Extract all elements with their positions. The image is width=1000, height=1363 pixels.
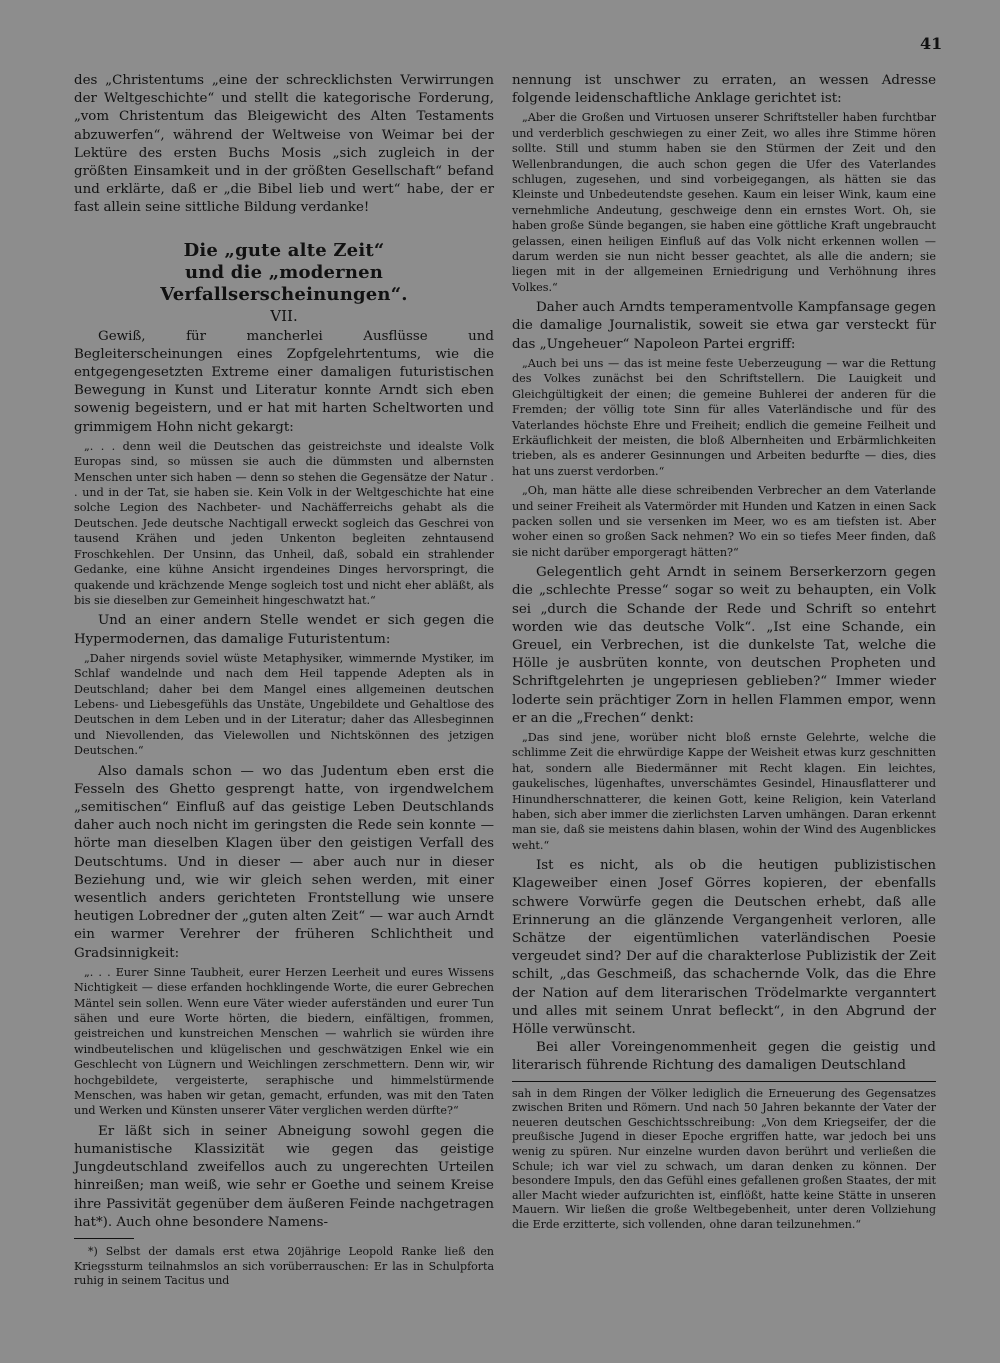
- paragraph: nennung ist unschwer zu erraten, an wessen Adresse folgende leidenschaftliche Anklage gerichtet ist:: [512, 73, 936, 107]
- quote: „Aber die Großen und Virtuosen unserer Schriftsteller haben furchtbar und verderblich geschwiegen zu einer Zeit, wo alles ihre Stimme hören sollte. Still und stumm haben sie den Stürmen der Zeit und den Wellenbrandungen, die auch schon gegen die Ufer des Vaterlandes schlugen, zugesehen, und sind vorbeigegangen, als hätten sie das Kleinste und Unbedeutendste gesehen. Kaum ein leiser Wink, kaum eine vernehmliche Andeutung, geschweige denn ein ernstes Wort. Oh, sie haben große Sünde begangen, sie haben eine göttliche Kraft ungebraucht gelassen, einen heiligen Einfluß auf das Volk nicht erkennen wollen — darum werden sie nun nicht besser geachtet, als alle die andern; sie liegen mit in der allgemeinen Erniedrigung und Verhöhnung ihres Volkes.“: [512, 111, 936, 294]
- page-number: 41: [920, 34, 943, 53]
- left-column: [74, 72, 494, 1289]
- heading-line-2: und die „modernen Verfallserscheinungen“.: [160, 261, 408, 305]
- right-column: [512, 72, 936, 1233]
- footnote-divider: [512, 1081, 936, 1082]
- footnote-continuation: sah in dem Ringen der Völker lediglich die Erneuerung des Gegensatzes zwischen Briten und Römern. Und nach 50 Jahren bekannte der Vater der neueren deutschen Geschichtsschreibung: „Von dem Kriegseifer, der die preußische Jugend in dieser Epoche ergriffen hatte, war jedoch bei uns wenig zu spüren. Nur einzelne wurden davon berührt und verließen die Schule; ich war viel zu schwach, um daran denken zu können. Der besondere Impuls, den das Gefühl eines gefallenen großen Staates, der mit aller Macht wieder aufzurichten ist, einflößt, hatte keine Stätte in unseren Mauern. Wir ließen die große Weltbegebenheit, unter deren Vollziehung die Erde erzitterte, sich vollenden, ohne daran teilzunehmen.“: [512, 1086, 936, 1232]
- quote: „. . . denn weil die Deutschen das geistreichste und idealste Volk Europas sind, so müssen sie auch die dümmsten und albernsten Menschen unter sich haben — denn so stehen die Gegensätze der Natur . . und in der Tat, sie haben sie. Kein Volk in der Weltgeschichte hat eine solche Legion des Nachbeter- und Nachäfferreichs gehabt als die Deutschen. Jede deutsche Nachtigall erweckt sogleich das Geschrei von tausend Krähen und jeden Unkenton begleiten zehntausend Froschkehlen. Der Unsinn, das Unheil, daß, sobald ein strahlender Gedanke, eine kühne Ansicht irgendeines Dinges hervorspringt, die quakende und krächzende Menge sogleich tost und nicht eher abläßt, als bis sie dieselben zur Gemeinheit hingeschwatzt hat.“: [74, 439, 494, 607]
- paragraph: Und an einer andern Stelle wendet er sich gegen die Hypermodernen, das damalige Futuristentum:: [74, 613, 494, 647]
- section-heading: [74, 240, 494, 326]
- paragraph: Gewiß, für mancherlei Ausflüsse und Begleiterscheinungen eines Zopfgelehrtentums, wie die entgegengesetzten Extreme einer damaligen futuristischen Bewegung in Kunst und Literatur konnte Arndt sich eben sowenig begeistern, und er hat mit harten Scheltworten und grimmigem Hohn nicht gekargt:: [74, 328, 494, 435]
- quote: „. . . Eurer Sinne Taubheit, eurer Herzen Leerheit und eures Wissens Nichtigkeit — diese erfanden hochklingende Worte, die eurer Gebrechen Mäntel sein sollen. Wenn eure Väter wieder auferständen und eurer Tun sähen und eure Worte hörten, die biedern, einfältigen, frommen, geistreichen und kunstreichen Menschen — wahrlich sie würden ihre windbeutelischen und klügelischen und geschwätzigen Enkel wie ein Geschlecht von Lügnern und Weichlingen zerschmettern. Denn wir, wir hochgebildete, vergeisterte, seraphische und himmelstürmende Menschen, was haben wir getan, gemacht, erfunden, was mit den Taten und Werken und Künsten unserer Väter verglichen werden dürfte?“: [74, 965, 494, 1118]
- paragraph: Daher auch Arndts temperamentvolle Kampfansage gegen die damalige Journalistik, soweit sie etwa gar versteckt für das „Ungeheuer“ Napoleon Partei ergriff:: [512, 300, 936, 352]
- quote: „Daher nirgends soviel wüste Metaphysiker, wimmernde Mystiker, im Schlaf wandelnde und nach dem Heil tappende Adepten als in Deutschland; daher bei dem Mangel eines allgemeinen deutschen Lebens- und Liebesgefühls das Unstäte, Ungebildete und Gehaltlose des Deutschen in dem Leben und in der Literatur; daher das Allesbeginnen und Nievollenden, das Vielewollen und Nichtskönnen des jetzigen Deutschen.“: [74, 651, 494, 758]
- quote: „Oh, man hätte alle diese schreibenden Verbrecher an dem Vaterlande und seiner Freiheit als Vatermörder mit Hunden und Katzen in einen Sack packen sollen und sie versenken im Meer, wo es am tiefsten ist. Aber woher einen so großen Sack nehmen? Wo ein so tiefes Meer finden, daß sie nicht darüber emporgeragt hätten?“: [512, 484, 936, 559]
- heading-line-1: Die „gute alte Zeit“: [183, 239, 385, 261]
- intro-paragraph: des „Christentums „eine der schrecklichsten Verwirrungen der Weltgeschichte“ und stellt die kategorische Forderung, „vom Christentum das Bleigewicht des Alten Testaments abzuwerfen“, während der Weltweise von Weimar bei der Lektüre des ersten Buchs Mosis „sich zugleich in der größten Einsamkeit und in der größten Gesellschaft“ befand und erklärte, daß er „die Bibel lieb und wert“ habe, der er fast allein seine sittliche Bildung verdanke!: [74, 73, 494, 216]
- footnote-divider: [74, 1238, 134, 1239]
- footnote: *) Selbst der damals erst etwa 20jährige Leopold Ranke ließ den Kriegssturm teilnahmslos an sich vorüberrauschen: Er las in Schulpforta ruhig in seinem Tacitus und: [74, 1245, 494, 1288]
- paragraph: Ist es nicht, als ob die heutigen publizistischen Klageweiber einen Josef Görres kopieren, der ebenfalls schwere Vorwürfe gegen die Deutschen erhebt, daß alle Erinnerung an die glänzende Vergangenheit verloren, alle Schätze der eigentümlichen vaterländischen Poesie vergeudet sind? Der auf die charakterlose Publizistik der Zeit schilt, „das Geschmeiß, das schachernde Volk, das die Ehre der Nation auf dem literarischen Trödelmarkte verganntert und alles mit seinem Unrat befleckt“, in den Abgrund der Hölle verwünscht.: [512, 858, 936, 1038]
- paragraph: Bei aller Voreingenommenheit gegen die geistig und literarisch führende Richtung des damaligen Deutschland: [512, 1040, 936, 1074]
- paragraph: Er läßt sich in seiner Abneigung sowohl gegen die humanistische Klassizität wie gegen das geistige Jungdeutschland zweifellos auch zu ungerechten Urteilen hinreißen; man weiß, wie sehr er Goethe und seinem Kreise ihre Passivität gegenüber dem äußeren Feinde nachgetragen hat*). Auch ohne besondere Namens-: [74, 1123, 494, 1230]
- quote: „Auch bei uns — das ist meine feste Ueberzeugung — war die Rettung des Volkes zunächst bei den Schriftstellern. Die Lauigkeit und Gleichgültigkeit der einen; die gemeine Buhlerei der anderen für die Fremden; der völlig tote Sinn für alles Vaterländische und für des Vaterlandes höchste Ehre und Freiheit; endlich die gemeine Feilheit und Erkäuflichkeit der meisten, die bloß Albernheiten und Erbärmlichkeiten trieben, als es anderer Gesinnungen und Arbeiten bedurfte — dies, dies hat uns zuerst verdorben.“: [512, 356, 936, 478]
- quote: „Das sind jene, worüber nicht bloß ernste Gelehrte, welche die schlimme Zeit die ehrwürdige Kappe der Weisheit etwas kurz geschnitten hat, sondern alle Biedermänner mit Recht klagen. Ein leichtes, gaukelisches, lügenhaftes, unverschämtes Gesindel, Hinausflatterer und Hinundherschnatterer, die keinen Gott, keine Religion, kein Vaterland haben, sich aber immer die zierlichsten Larven umhängen. Daran erkennt man sie, daß sie meistens dahin blasen, wohin der Wind des Augenblickes weht.“: [512, 731, 936, 852]
- heading-roman-numeral: VII.: [270, 306, 298, 325]
- paragraph: Also damals schon — wo das Judentum eben erst die Fesseln des Ghetto gesprengt hatte, von irgendwelchem „semitischen“ Einfluß auf das geistige Leben Deutschlands daher auch noch nicht im geringsten die Rede sein konnte — hörte man dieselben Klagen über den geistigen Verfall des Deutschtums. Und in dieser — aber auch nur in dieser Beziehung und, wie wir gleich sehen werden, mit einer wesentlich anders gerichteten Frontstellung wie unsere heutigen Lobredner der „guten alten Zeit“ — war auch Arndt ein warmer Verehrer der früheren Schlichtheit und Gradsinnigkeit:: [74, 763, 494, 961]
- paragraph: Gelegentlich geht Arndt in seinem Berserkerzorn gegen die „schlechte Presse“ sogar so weit zu behaupten, ein Volk sei „durch die Schande der Rede und Schrift so entehrt worden wie das deutsche Volk“. „Ist eine Schande, ein Greuel, ein Verbrechen, ist die dunkelste Tat, welche die Hölle je ausbrüten konnte, von deutschen Propheten und Schriftgelehrten je ungepriesen geblieben?“ Immer wieder loderte sein prächtiger Zorn in hellen Flammen empor, wenn er an die „Frechen“ denkt:: [512, 565, 936, 726]
